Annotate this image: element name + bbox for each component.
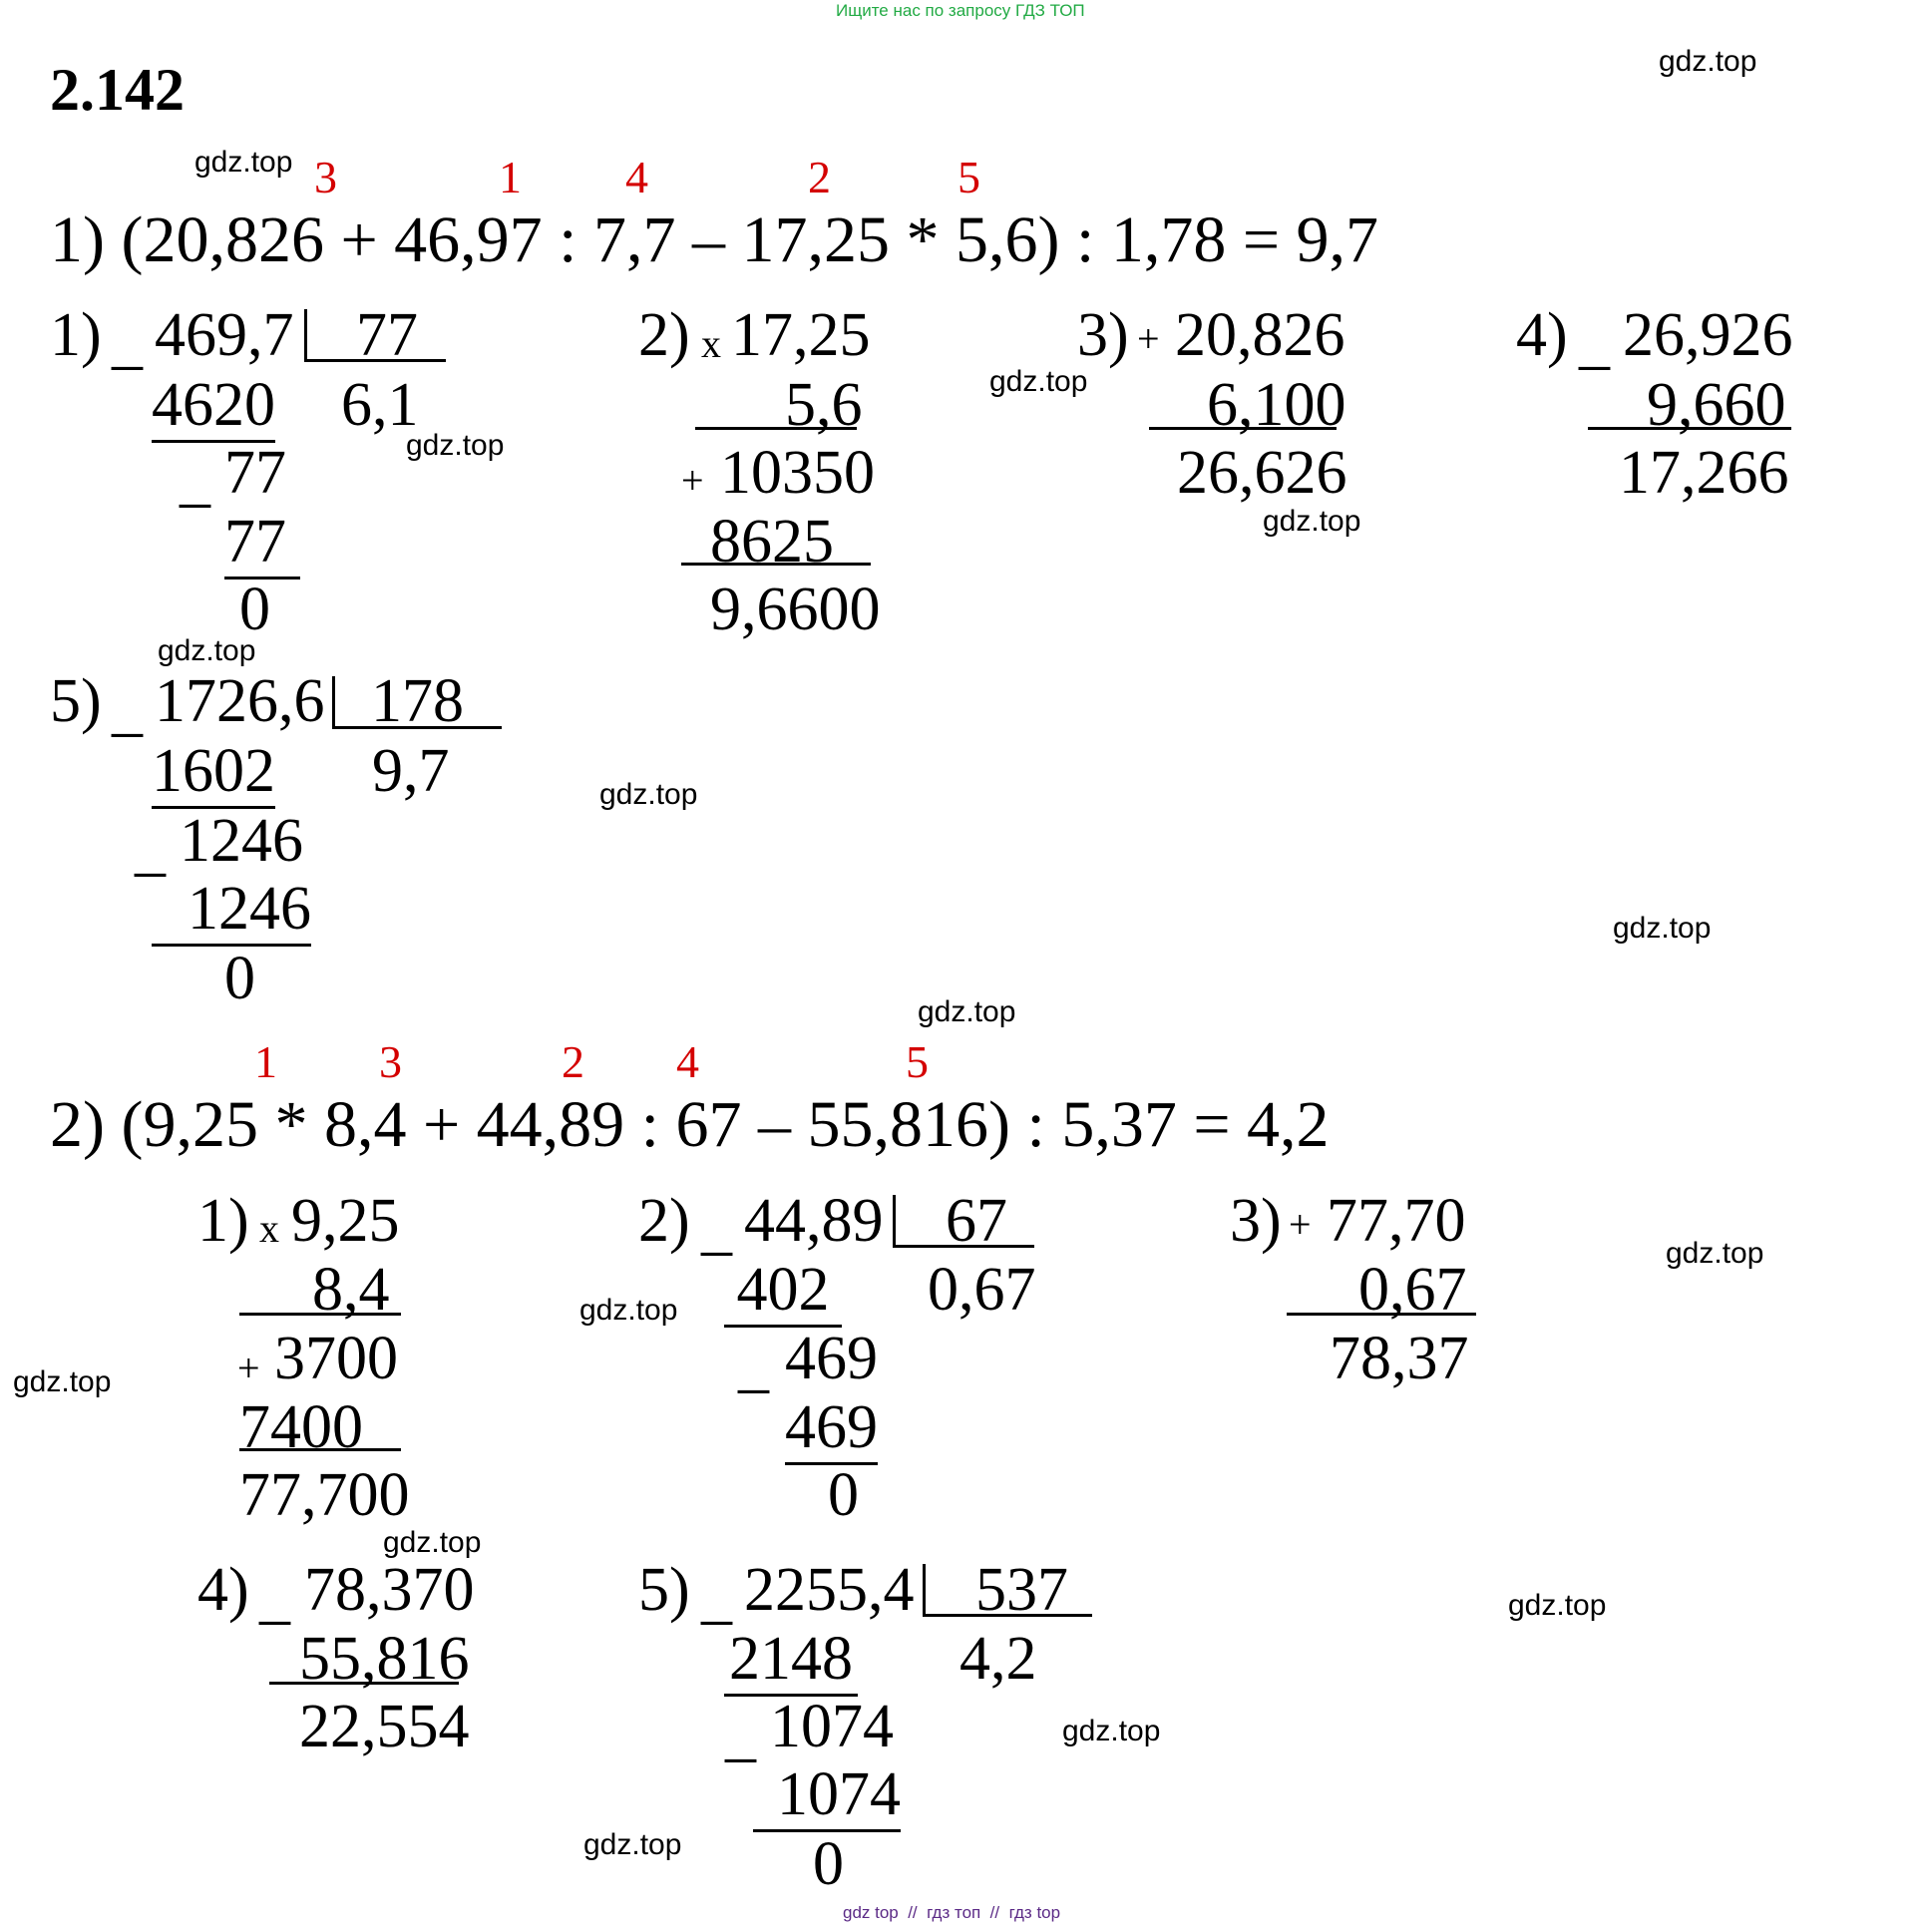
- watermark: gdz.top: [1508, 1589, 1607, 1622]
- step-label: 4): [1516, 301, 1568, 369]
- partial-product: 1602: [152, 740, 275, 809]
- minus-sign: _: [112, 675, 143, 743]
- result-line: [1287, 1313, 1476, 1316]
- dividend: 469,7: [155, 301, 294, 369]
- step-label: 1): [197, 1187, 249, 1255]
- quotient: 6,1: [341, 371, 419, 439]
- divisor-line: [332, 726, 502, 729]
- remainder: 0: [224, 945, 255, 1012]
- watermark: gdz.top: [989, 365, 1088, 398]
- result: 22,554: [299, 1693, 470, 1760]
- quotient: 9,7: [372, 737, 450, 805]
- search-hint-link[interactable]: Ищите нас по запросу ГДЗ ТОП: [836, 1, 1085, 20]
- remainder: 77: [224, 439, 286, 507]
- addend: 20,826: [1175, 301, 1345, 369]
- order-mark: 2: [562, 1036, 584, 1087]
- result: 26,626: [1177, 439, 1347, 507]
- result: 17,266: [1619, 439, 1789, 507]
- result: 77,700: [239, 1461, 410, 1529]
- task-number: 2.142: [50, 57, 185, 123]
- order-mark: 2: [808, 152, 831, 202]
- step-label: 4): [197, 1556, 249, 1624]
- partial-product: 8625: [710, 508, 834, 576]
- addend: 0,67: [1358, 1256, 1467, 1324]
- step-label: 1): [50, 301, 102, 369]
- order-mark: 5: [958, 152, 980, 202]
- minus-sign: _: [738, 1332, 769, 1399]
- step-label: 5): [50, 667, 102, 735]
- minus-sign: _: [701, 1563, 732, 1631]
- multiply-sign: x: [701, 321, 721, 366]
- partial-product: 1246: [152, 878, 311, 947]
- watermark: gdz.top: [1613, 912, 1712, 945]
- partial-product: 402: [724, 1259, 842, 1328]
- watermark: gdz.top: [579, 1294, 678, 1327]
- step-label: 2): [638, 1187, 690, 1255]
- partial-product: 2148: [724, 1628, 858, 1697]
- result-line: [1588, 427, 1791, 430]
- watermark: gdz.top: [1062, 1715, 1161, 1747]
- step-label: 5): [638, 1556, 690, 1624]
- order-mark: 1: [254, 1036, 277, 1087]
- order-mark: 3: [314, 152, 337, 202]
- result-line: [239, 1448, 401, 1451]
- remainder: 0: [813, 1830, 844, 1898]
- remainder: 0: [239, 576, 270, 643]
- order-mark: 4: [676, 1036, 699, 1087]
- minuend: 78,370: [304, 1556, 475, 1624]
- watermark: gdz.top: [583, 1828, 682, 1861]
- plus-sign: +: [237, 1346, 260, 1390]
- expression-1: 1) (20,826 + 46,97 : 7,7 – 17,25 * 5,6) : 1,78 = 9,7: [50, 203, 1379, 276]
- factor: 17,25: [731, 301, 871, 369]
- factor: 9,25: [291, 1187, 400, 1255]
- divisor: 537: [975, 1556, 1068, 1624]
- minus-sign: _: [180, 446, 210, 514]
- watermark: gdz.top: [194, 146, 293, 179]
- divisor-line: [923, 1614, 1092, 1617]
- partial-product: 4620: [152, 374, 275, 443]
- remainder: 469: [785, 1325, 878, 1392]
- dividend: 44,89: [744, 1187, 884, 1255]
- addend: 77,70: [1327, 1187, 1466, 1255]
- watermark: gdz.top: [406, 429, 505, 462]
- watermark: gdz.top: [599, 778, 698, 811]
- division-bar: [332, 676, 335, 728]
- watermark: gdz.top: [13, 1365, 112, 1398]
- addend: 6,100: [1207, 371, 1346, 439]
- plus-sign: +: [1137, 316, 1160, 361]
- division-bar: [923, 1564, 926, 1616]
- plus-sign: +: [1289, 1202, 1312, 1247]
- subtrahend: 55,816: [299, 1625, 470, 1693]
- division-bar: [304, 309, 307, 361]
- step-label: 3): [1230, 1187, 1282, 1255]
- footer-links[interactable]: gdz top // гдз топ // гдз top: [843, 1903, 1061, 1922]
- watermark: gdz.top: [158, 634, 256, 667]
- minus-sign: _: [259, 1563, 290, 1631]
- quotient: 4,2: [959, 1625, 1037, 1693]
- expression-2: 2) (9,25 * 8,4 + 44,89 : 67 – 55,816) : 5,37 = 4,2: [50, 1088, 1330, 1161]
- result-line: [695, 427, 857, 430]
- minus-sign: _: [725, 1701, 756, 1768]
- divisor: 77: [356, 301, 418, 369]
- minus-sign: _: [112, 308, 143, 376]
- minus-sign: _: [1579, 308, 1610, 376]
- dividend: 2255,4: [744, 1556, 915, 1624]
- step-label: 2): [638, 301, 690, 369]
- plus-sign: +: [681, 458, 704, 503]
- factor: 8,4: [312, 1256, 390, 1324]
- order-mark: 3: [379, 1036, 402, 1087]
- divisor-line: [893, 1245, 1034, 1248]
- minus-sign: _: [135, 815, 166, 883]
- divisor: 67: [946, 1187, 1007, 1255]
- partial-product: 469: [785, 1396, 878, 1465]
- result: 9,6600: [710, 576, 881, 643]
- multiply-sign: x: [259, 1206, 279, 1251]
- dividend: 1726,6: [155, 667, 325, 735]
- quotient: 0,67: [928, 1256, 1036, 1324]
- result: 78,37: [1330, 1325, 1469, 1392]
- partial-product: 7400: [239, 1393, 363, 1461]
- minuend: 26,926: [1623, 301, 1793, 369]
- remainder: 1074: [770, 1693, 894, 1760]
- result-line: [269, 1682, 459, 1685]
- step-label: 3): [1077, 301, 1129, 369]
- remainder: 0: [828, 1461, 859, 1529]
- minus-sign: _: [701, 1194, 732, 1262]
- watermark: gdz.top: [383, 1526, 482, 1559]
- result-line: [681, 563, 871, 566]
- divisor: 178: [371, 667, 464, 735]
- order-mark: 5: [906, 1036, 929, 1087]
- partial-product: 77: [224, 511, 300, 580]
- watermark: gdz.top: [1263, 505, 1361, 538]
- partial-product: 1074: [753, 1763, 901, 1832]
- remainder: 1246: [180, 807, 303, 875]
- division-bar: [893, 1195, 896, 1247]
- partial-product: 3700: [274, 1325, 398, 1392]
- order-mark: 1: [499, 152, 522, 202]
- watermark: gdz.top: [1659, 45, 1757, 78]
- subtrahend: 9,660: [1647, 371, 1786, 439]
- watermark: gdz.top: [1666, 1237, 1764, 1270]
- partial-product: 10350: [720, 439, 875, 507]
- divisor-line: [304, 359, 446, 362]
- factor: 5,6: [785, 371, 863, 439]
- result-line: [1149, 427, 1337, 430]
- watermark: gdz.top: [918, 995, 1016, 1028]
- result-line: [239, 1313, 401, 1316]
- order-mark: 4: [625, 152, 648, 202]
